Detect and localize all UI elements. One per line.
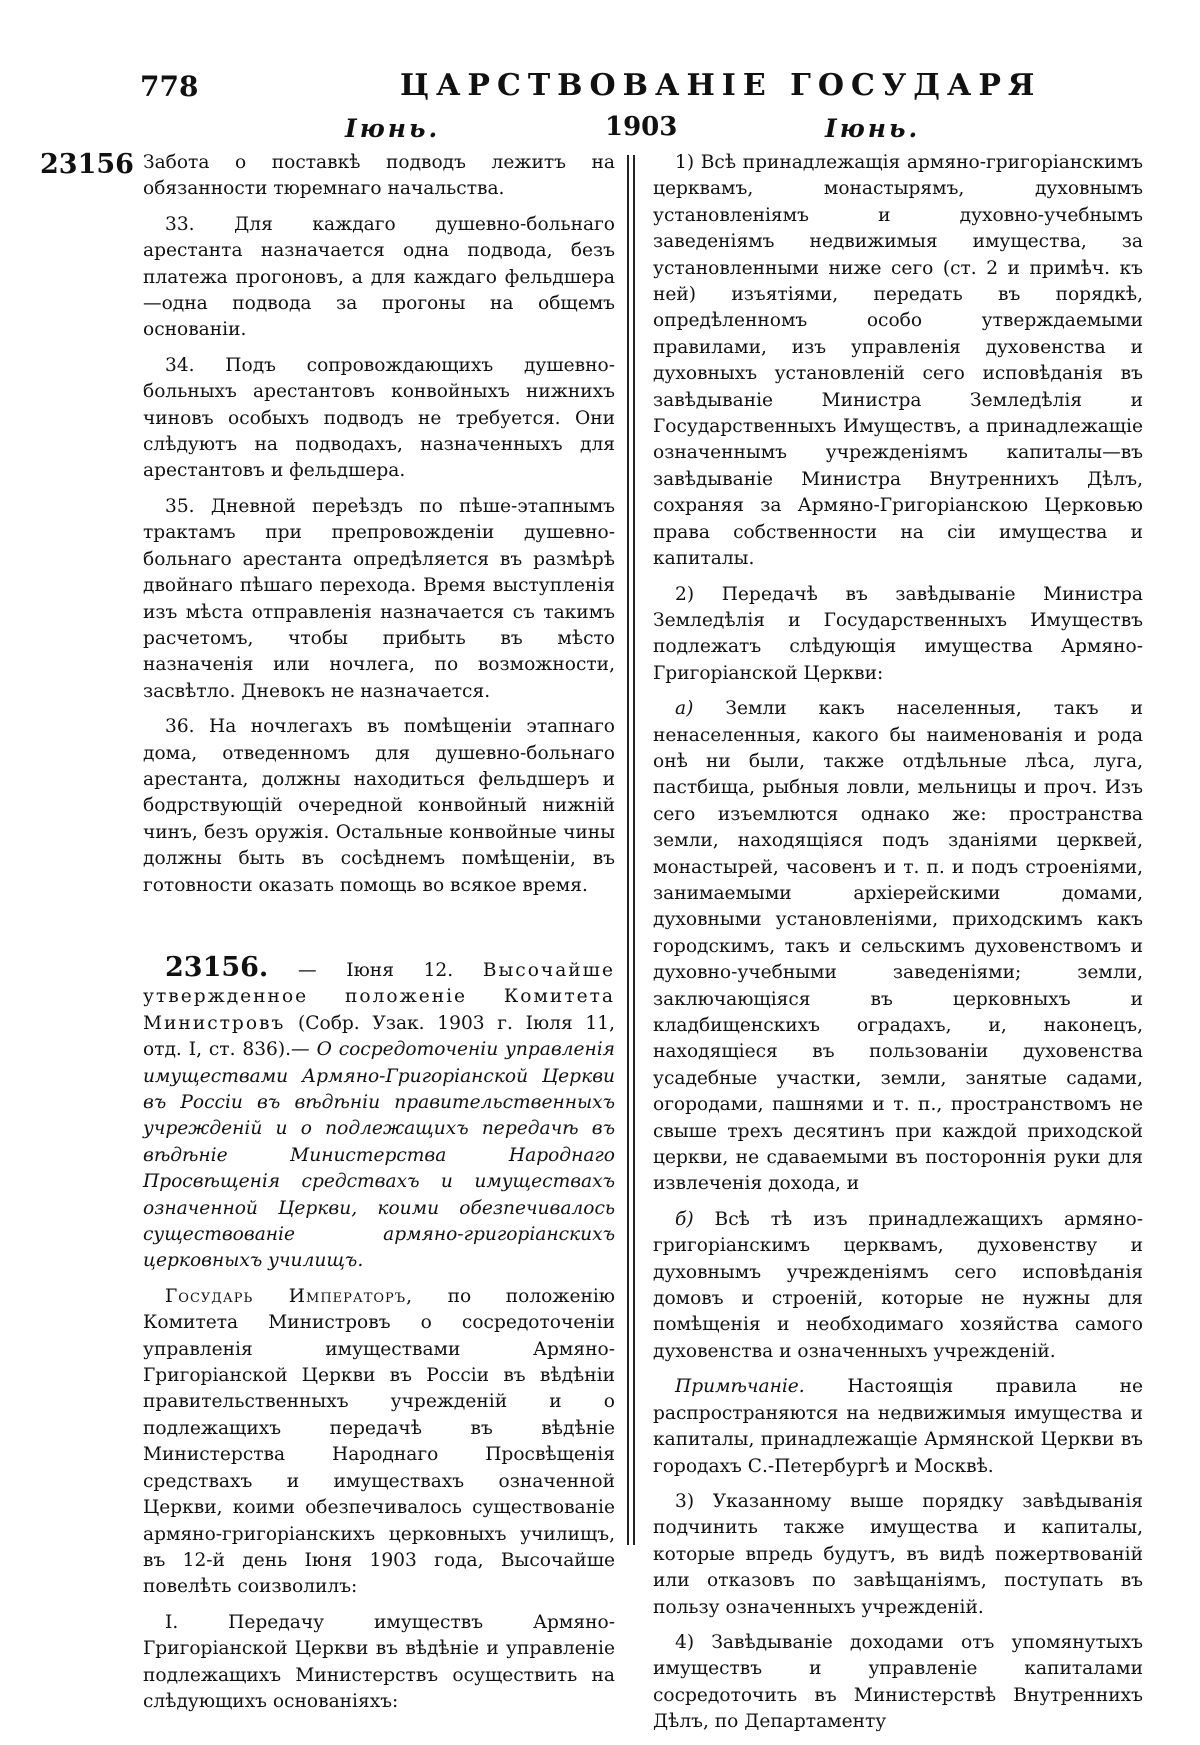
paragraph: 4) Завѣдываніе доходами отъ упомянутыхъ имуществъ и управленіе капиталами сосредоточить въ Министерствѣ Внутреннихъ Дѣлъ, по Департаменту (653, 1631, 1143, 1733)
note (653, 1374, 1143, 1480)
decree-heading (143, 951, 615, 1275)
decree-citation: (Собр. Узак. 1903 г. Іюля 11, отд. I, ст. 836).— (143, 1012, 615, 1061)
note-body: Настоящія правила не распространяются на недвижимыя имущества и капиталы, принадлежащіе Армянской Церкви въ городахъ С.-Петербургѣ и Москвѣ. (653, 1376, 1143, 1477)
paragraph (653, 1207, 1143, 1365)
running-title: ЦАРСТВОВАНІЕ ГОСУДАРЯ (400, 68, 1042, 103)
preamble-body: по положенію Комитета Министровъ о сосредоточеніи управленія имуществами Армяно-Григоріанской Церкви въ Россіи въ вѣдѣніи правительственныхъ учрежденій и о подлежащихъ передачѣ въ вѣдѣніе Министерства Народнаго Просвѣщенія средствахъ и имуществахъ означенной Церкви, коими обезпечивалось существованіе армяно-григоріанскихъ церковныхъ училищъ, въ 12-й день Іюня 1903 года, Высочайше повелѣть соизволилъ: (143, 1285, 615, 1598)
note-label: Примѣчаніе. (675, 1376, 805, 1398)
paragraph (653, 696, 1143, 1198)
column-divider-rule (627, 155, 629, 1545)
decree-title: Высочайше утвержденное положеніе Комитета Министровъ (143, 959, 615, 1034)
paragraph: 3) Указанному выше порядку завѣдыванія подчинить также имущества и капиталы, которые впредь будутъ, въ видѣ пожертвованій или отказовъ по завѣщаніямъ, поступать въ пользу означенныхъ учрежденій. (653, 1490, 1143, 1618)
paragraph: Забота о поставкѣ подводъ лежитъ на обязанности тюремнаго начальства. (143, 152, 615, 200)
item-body: Всѣ тѣ изъ принадлежащихъ армяно-григоріанскимъ церквамъ, духовенству и духовнымъ учрежденіямъ сего исповѣданія домовъ и строеній, которые не нужны для помѣщенія и необходимаго хозяйства самого духовенства и означенныхъ учрежденій. (653, 1208, 1143, 1362)
decree-date: — Іюня 12. (298, 959, 454, 981)
section-one: I. Передачу имуществъ Армяно-Григоріанской Церкви въ вѣдѣніе и управленіе подлежащихъ Министерствъ осуществить на слѣдующихъ основаніяхъ: (143, 1611, 615, 1712)
paragraph: 2) Передачѣ въ завѣдываніе Министра Земледѣлія и Государственныхъ Имуществъ подлежатъ слѣдующія имущества Армяно-Григоріанской Церкви: (653, 583, 1143, 684)
column-divider-rule (633, 155, 635, 1545)
paragraph: 1) Всѣ принадлежащія армяно-григоріанскимъ церквамъ, монастырямъ, духовнымъ установленіямъ и духовно-учебнымъ заведеніямъ недвижимыя имущества, за установленными ниже сего (ст. 2 и примѣч. къ ней) изъятіями, передать въ порядкѣ, опредѣленномъ особо утверждаемыми правилами, изъ управленія духовенства и духовныхъ установленій сего исповѣданія въ завѣдываніе Министра Земледѣлія и Государственныхъ Имуществъ, а принадлежащіе означеннымъ учрежденіямъ капиталы—въ завѣдываніе Министра Внутреннихъ Дѣлъ, сохраняя за Армяно-Григоріанскою Церковью права собственности на сіи имущества и капиталы. (653, 152, 1143, 570)
item-label: а) (675, 698, 694, 720)
month-right: Іюнь. (825, 114, 921, 143)
paragraph: 34. Подъ сопровождающихъ душевно-больныхъ арестантовъ конвойныхъ нижнихъ чиновъ особыхъ подводъ не требуется. Они слѣдуютъ на подводахъ, назначенныхъ для арестантовъ и фельдшера. (143, 354, 615, 482)
year: 1903 (605, 112, 678, 142)
page-header (0, 0, 1200, 150)
preamble-lead: Государь Императоръ, (165, 1285, 414, 1307)
decree-number: 23156. (165, 951, 269, 983)
month-left: Іюнь. (345, 114, 441, 143)
paragraph: 33. Для каждаго душевно-больнаго арестанта назначается одна подвода, безъ платежа прогоновъ, а для каждаго фельдшера—одна подвода за прогоны на общемъ основаніи. (143, 213, 615, 341)
page-number: 778 (140, 70, 199, 103)
item-label: б) (675, 1208, 694, 1230)
decree-subject: О сосредоточеніи управленія имуществами Армяно-Григоріанской Церкви въ Россіи въ вѣдѣніи правительственныхъ учрежденій и о подлежащихъ передачѣ въ вѣдѣніе Министерства Народнаго Просвѣщенія средствахъ и имуществахъ означенной Церкви, коими обезпечивалось существованіе армяно-григоріанскихъ церковныхъ училищъ. (143, 1039, 615, 1272)
preamble (143, 1284, 615, 1601)
margin-law-number: 23156 (40, 149, 134, 180)
item-body: Земли какъ населенныя, такъ и ненаселенныя, какого бы наименованія и рода онѣ ни были, также отдѣльные лѣса, луга, пастбища, рыбныя ловли, мельницы и проч. Изъ сего изъемлются однако же: пространства земли, находящіяся подъ зданіями церквей, монастырей, часовенъ и т. п. и подъ строеніями, занимаемыми архіерейскими домами, духовными установленіями, приходскимъ какъ городскимъ, такъ и сельскимъ духовенствомъ и духовно-учебными заведеніями; земли, заключающіяся въ церковныхъ и кладбищенскихъ оградахъ, и, наконецъ, находящіеся въ пользованіи духовенства усадебные участки, земли, занятые садами, огородами, пашнями и т. п., пространствомъ не свыше трехъ десятинъ при каждой приходской церкви, не сдаваемыми въ постороннія руки для извлеченія дохода, и (653, 698, 1143, 1195)
left-column (143, 150, 615, 1724)
paragraph: 36. На ночлегахъ въ помѣщеніи этапнаго дома, отведенномъ для душевно-больнаго арестанта, должны находиться фельдшеръ и бодрствующій очередной конвойный нижній чинъ, безъ оружія. Остальные конвойные чины должны быть въ сосѣднемъ помѣщеніи, въ готовности оказать помощь во всякое время. (143, 716, 615, 896)
paragraph: 35. Дневной переѣздъ по пѣше-этапнымъ трактамъ при препровожденіи душевно-больнаго арестанта опредѣляется въ размѣрѣ двойнаго пѣшаго перехода. Время выступленія изъ мѣста отправленія назначается съ такимъ расчетомъ, чтобы прибыть въ мѣсто назначенія или ночлега, по возможности, засвѣтло. Дневокъ не назначается. (143, 495, 615, 702)
right-column (653, 150, 1143, 1745)
